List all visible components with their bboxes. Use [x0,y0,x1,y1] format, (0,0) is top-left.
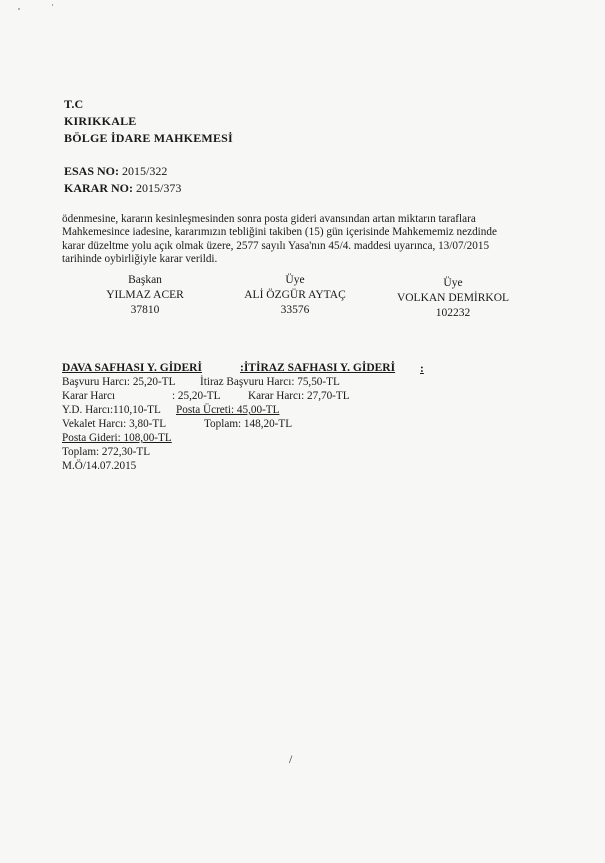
header-city: KIRIKKALE [64,114,137,128]
page-mark: / [289,752,293,766]
header-tc: T.C [64,97,84,111]
expense-itiraz-karar-harci: Karar Harcı: 27,70-TL [248,390,350,402]
expense-yd-harci: Y.D. Harcı:110,10-TL [62,404,161,416]
signatory-id: 37810 [130,304,160,316]
signatory-name: ALİ ÖZGÜR AYTAÇ [244,289,346,301]
expense-header-colon: : [420,363,424,375]
expense-toplam: Toplam: 272,30-TL [62,446,151,458]
expense-posta-ucreti: Posta Ücreti: 45,00-TL [176,404,280,416]
expense-itiraz-toplam: Toplam: 148,20-TL [204,418,293,430]
expense-posta-gideri: Posta Gideri: 108,00-TL [62,432,172,444]
signatory-title: Üye [443,277,463,289]
paragraph-line: karar düzeltme yolu açık olmak üzere, 2577 sayılı Yasa'nın 45/4. maddesi uyarınca, 13/07/2015 [62,239,490,252]
esas-no [64,164,167,179]
paragraph-line: tarihinde oybirliğiyle karar verildi. [62,253,218,266]
expense-vekalet-harci: Vekalet Harcı: 3,80-TL [62,418,167,430]
signatory-title: Üye [285,274,305,286]
expense-basvuru-harci: Başvuru Harcı: 25,20-TL [62,376,176,388]
expense-karar-harci-label: Karar Harcı [62,390,116,402]
signatory-id: 33576 [280,304,310,316]
expense-karar-harci-value: : 25,20-TL [172,390,221,402]
paragraph-line: Mahkemesince iadesine, kararımızın tebliğini takiben (15) gün içerisinde Mahkememiz nezdinde [62,226,497,239]
signatory-id: 102232 [435,307,471,319]
expense-itiraz-basvuru-harci: İtiraz Başvuru Harcı: 75,50-TL [200,376,340,388]
decision-paragraph [62,213,497,267]
signatory-member-2 [388,276,518,321]
esas-label: ESAS NO: [64,164,120,178]
expense-header-dava: DAVA SAFHASI Y. GİDERİ [62,362,202,374]
signatory-title: Başkan [128,274,162,286]
scan-speck [18,8,20,10]
header-court: BÖLGE İDARE MAHKEMESİ [64,131,233,145]
signatory-name: YILMAZ ACER [106,289,184,301]
signatory-member-1 [230,273,360,318]
esas-value: 2015/322 [122,164,168,178]
expense-date-stamp: M.Ö/14.07.2015 [62,460,137,472]
signatory-name: VOLKAN DEMİRKOL [396,292,510,304]
karar-value: 2015/373 [136,181,182,195]
karar-no [64,181,181,196]
expense-header-itiraz: :İTİRAZ SAFHASI Y. GİDERİ [240,362,396,374]
karar-label: KARAR NO: [64,181,133,195]
paragraph-line: ödenmesine, kararın kesinleşmesinden sonra posta gideri avansından artan miktarın taraflara [62,213,476,225]
scan-speck [52,4,53,6]
signatory-chair [80,273,210,318]
